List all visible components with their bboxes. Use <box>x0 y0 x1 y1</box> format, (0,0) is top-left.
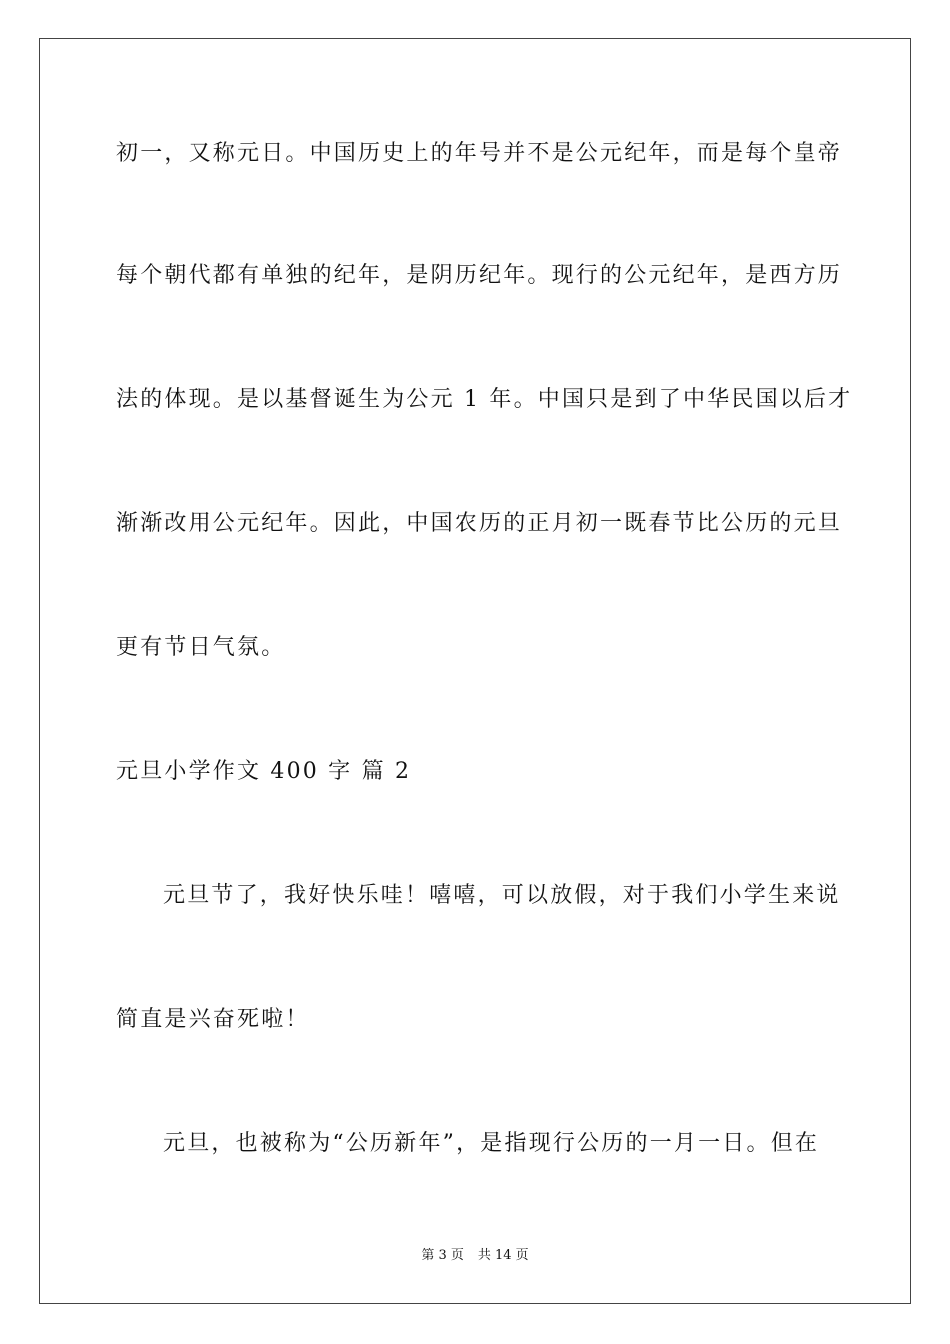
body-text-line: 简直是兴奋死啦！ <box>116 1007 310 1032</box>
page-number: 第 3 页 <box>421 1248 464 1263</box>
page-footer <box>0 1247 950 1265</box>
page-border <box>39 38 911 1304</box>
section-heading: 元旦小学作文 400 字 篇 2 <box>116 759 412 784</box>
body-text-line: 渐渐改用公元纪年。因此，中国农历的正月初一既春节比公历的元旦 <box>116 511 843 536</box>
body-text-line: 每个朝代都有单独的纪年，是阴历纪年。现行的公元纪年，是西方历 <box>116 263 843 288</box>
paragraph-first-line: 元旦节了，我好快乐哇！嘻嘻，可以放假，对于我们小学生来说 <box>163 883 841 908</box>
body-text-line: 初一，又称元日。中国历史上的年号并不是公元纪年，而是每个皇帝 <box>116 141 843 166</box>
body-text-line: 更有节日气氛。 <box>116 635 286 660</box>
paragraph-first-line: 元旦，也被称为“公历新年”，是指现行公历的一月一日。但在 <box>163 1131 820 1156</box>
page-total: 共 14 页 <box>477 1248 529 1263</box>
body-text-line: 法的体现。是以基督诞生为公元 1 年。中国只是到了中华民国以后才 <box>116 387 853 412</box>
